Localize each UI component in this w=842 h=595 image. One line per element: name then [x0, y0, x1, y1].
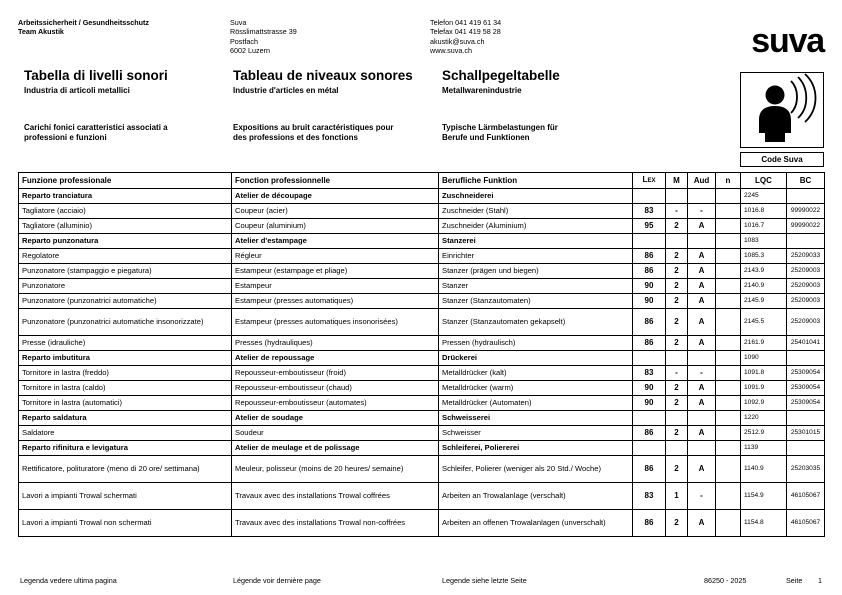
cell-n — [716, 510, 741, 537]
cell-n — [716, 189, 741, 204]
table-section-row — [19, 351, 825, 366]
cell-lex — [633, 189, 666, 204]
cell-bc: 25401041 — [787, 336, 825, 351]
cell-lqc: 1140.9 — [741, 456, 787, 483]
cell-fr: Atelier de repoussage — [232, 351, 439, 366]
cell-lqc: 2245 — [741, 189, 787, 204]
cell-it: Reparto saldatura — [19, 411, 232, 426]
cell-m: 2 — [666, 219, 688, 234]
cell-n — [716, 426, 741, 441]
header-berufliche-funktion: Berufliche Funktion — [439, 173, 633, 189]
cell-fr: Meuleur, polisseur (moins de 20 heures/ semaine) — [232, 456, 439, 483]
cell-n — [716, 204, 741, 219]
cell-fr: Repousseur-emboutisseur (automates) — [232, 396, 439, 411]
cell-aud: A — [688, 426, 716, 441]
cell-m: 2 — [666, 264, 688, 279]
table-row — [19, 309, 825, 336]
cell-bc: 25309054 — [787, 396, 825, 411]
street-address: Rösslimattstrasse 39 — [230, 27, 297, 37]
cell-m: 2 — [666, 396, 688, 411]
cell-de: Zuschneider (Aluminium) — [439, 219, 633, 234]
cell-m: 2 — [666, 279, 688, 294]
cell-fr: Presses (hydrauliques) — [232, 336, 439, 351]
table-row — [19, 426, 825, 441]
cell-lqc: 1154.8 — [741, 510, 787, 537]
cell-m: 1 — [666, 483, 688, 510]
cell-n — [716, 219, 741, 234]
footer-page-number: 1 — [818, 576, 822, 585]
cell-bc: 99990022 — [787, 219, 825, 234]
cell-aud: - — [688, 483, 716, 510]
cell-n — [716, 483, 741, 510]
cell-lqc: 2140.9 — [741, 279, 787, 294]
cell-m: 2 — [666, 249, 688, 264]
cell-lqc: 1091.9 — [741, 381, 787, 396]
cell-m — [666, 441, 688, 456]
cell-n — [716, 441, 741, 456]
cell-m: 2 — [666, 426, 688, 441]
cell-lqc: 1016.8 — [741, 204, 787, 219]
cell-fr: Atelier de découpage — [232, 189, 439, 204]
cell-fr: Travaux avec des installations Trowal coffrées — [232, 483, 439, 510]
cell-n — [716, 456, 741, 483]
cell-it: Reparto punzonatura — [19, 234, 232, 249]
cell-it: Reparto tranciatura — [19, 189, 232, 204]
table-row — [19, 264, 825, 279]
cell-lqc: 1016.7 — [741, 219, 787, 234]
cell-aud: A — [688, 336, 716, 351]
cell-aud — [688, 234, 716, 249]
header-aud: Aud — [688, 173, 716, 189]
cell-n — [716, 234, 741, 249]
cell-aud: A — [688, 510, 716, 537]
cell-m: 2 — [666, 510, 688, 537]
phone-number: Telefon 041 419 61 34 — [430, 18, 502, 27]
cell-fr: Repousseur-emboutisseur (chaud) — [232, 381, 439, 396]
description-german — [442, 123, 642, 143]
header-lex — [633, 173, 666, 189]
email-address: akustik@suva.ch — [430, 36, 485, 46]
address-block — [230, 18, 430, 56]
cell-n — [716, 264, 741, 279]
cell-aud — [688, 351, 716, 366]
cell-aud: A — [688, 219, 716, 234]
cell-n — [716, 336, 741, 351]
cell-bc — [787, 411, 825, 426]
cell-bc — [787, 441, 825, 456]
cell-lqc: 1139 — [741, 441, 787, 456]
department-block — [18, 18, 228, 37]
cell-m — [666, 189, 688, 204]
cell-it: Punzonatore (punzonatrici automatiche) — [19, 294, 232, 309]
header-lex-text: L — [642, 174, 648, 184]
cell-de: Schleiferei, Poliererei — [439, 441, 633, 456]
table-section-row — [19, 441, 825, 456]
footer-legend-french: Légende voir dernière page — [233, 576, 321, 585]
footer-legend-german: Legende siehe letzte Seite — [442, 576, 527, 585]
cell-lqc: 1083 — [741, 234, 787, 249]
title-italian-main: Tabella di livelli sonori — [24, 68, 168, 83]
cell-de: Zuschneider (Stahl) — [439, 204, 633, 219]
cell-lex — [633, 441, 666, 456]
cell-lex: 90 — [633, 381, 666, 396]
cell-aud: - — [688, 366, 716, 381]
cell-bc: 25309054 — [787, 381, 825, 396]
cell-lex: 86 — [633, 456, 666, 483]
cell-bc: 25209033 — [787, 249, 825, 264]
cell-aud: A — [688, 294, 716, 309]
cell-fr: Régleur — [232, 249, 439, 264]
cell-bc — [787, 189, 825, 204]
description-french-line2: des professions et des fonctions — [233, 132, 358, 142]
cell-it: Tornitore in lastra (caldo) — [19, 381, 232, 396]
cell-m — [666, 351, 688, 366]
cell-de: Zuschneiderei — [439, 189, 633, 204]
cell-de: Schleifer, Polierer (weniger als 20 Std./ Woche) — [439, 456, 633, 483]
cell-lex: 86 — [633, 264, 666, 279]
cell-m: 2 — [666, 456, 688, 483]
description-italian-line2: professioni e funzioni — [24, 132, 107, 142]
cell-it: Punzonatore — [19, 279, 232, 294]
team-name: Team Akustik — [18, 27, 64, 37]
table-header-row — [19, 173, 825, 189]
cell-de: Schweisser — [439, 426, 633, 441]
po-box: Postfach — [230, 36, 258, 46]
table-row — [19, 381, 825, 396]
cell-fr: Atelier d'estampage — [232, 234, 439, 249]
cell-m: 2 — [666, 309, 688, 336]
table-row — [19, 204, 825, 219]
cell-fr: Estampeur (presses automatiques) — [232, 294, 439, 309]
cell-de: Stanzer (Stanzautomaten) — [439, 294, 633, 309]
code-suva-label: Code Suva — [740, 152, 824, 167]
cell-de: Pressen (hydraulisch) — [439, 336, 633, 351]
cell-de: Metalldrücker (warm) — [439, 381, 633, 396]
table-section-row — [19, 411, 825, 426]
table-row — [19, 219, 825, 234]
cell-fr: Soudeur — [232, 426, 439, 441]
sound-level-table — [18, 172, 825, 537]
city-address: 6002 Luzern — [230, 46, 270, 56]
cell-it: Tagliatore (alluminio) — [19, 219, 232, 234]
header-lqc: LQC — [741, 173, 787, 189]
fax-number: Telefax 041 419 58 28 — [430, 27, 501, 37]
cell-m: - — [666, 204, 688, 219]
title-german — [442, 68, 642, 96]
cell-de: Drückerei — [439, 351, 633, 366]
header-lex-subscript: EX — [647, 177, 656, 184]
description-german-line2: Berufe und Funktionen — [442, 132, 530, 142]
cell-fr: Repousseur-emboutisseur (froid) — [232, 366, 439, 381]
description-italian — [24, 123, 232, 143]
cell-bc: 25209003 — [787, 279, 825, 294]
header-m: M — [666, 173, 688, 189]
table-section-row — [19, 234, 825, 249]
description-french-line1: Expositions au bruit caractéristiques pour — [233, 123, 394, 132]
cell-it: Reparto imbutitura — [19, 351, 232, 366]
description-german-line1: Typische Lärmbelastungen für — [442, 123, 558, 132]
cell-aud — [688, 441, 716, 456]
cell-fr: Atelier de soudage — [232, 411, 439, 426]
cell-fr: Coupeur (acier) — [232, 204, 439, 219]
cell-m: 2 — [666, 381, 688, 396]
cell-de: Metalldrücker (Automaten) — [439, 396, 633, 411]
company-name: Suva — [230, 18, 247, 27]
cell-de: Einrichter — [439, 249, 633, 264]
cell-fr: Coupeur (aluminium) — [232, 219, 439, 234]
cell-bc — [787, 351, 825, 366]
table-row — [19, 366, 825, 381]
cell-n — [716, 351, 741, 366]
cell-lex: 86 — [633, 510, 666, 537]
cell-aud: A — [688, 381, 716, 396]
cell-aud: A — [688, 396, 716, 411]
cell-bc: 25203035 — [787, 456, 825, 483]
cell-aud: A — [688, 309, 716, 336]
cell-aud — [688, 411, 716, 426]
website-url: www.suva.ch — [430, 46, 472, 56]
cell-it: Tornitore in lastra (automatici) — [19, 396, 232, 411]
table-row — [19, 396, 825, 411]
department-name: Arbeitssicherheit / Gesundheitsschutz — [18, 18, 150, 27]
noise-exposure-icon — [740, 72, 824, 148]
cell-it: Punzonatore (stampaggio e piegatura) — [19, 264, 232, 279]
cell-m — [666, 234, 688, 249]
cell-m: 2 — [666, 294, 688, 309]
cell-bc: 25209003 — [787, 309, 825, 336]
cell-lex: 95 — [633, 219, 666, 234]
cell-fr: Estampeur — [232, 279, 439, 294]
cell-aud: A — [688, 264, 716, 279]
cell-de: Schweisserei — [439, 411, 633, 426]
cell-de: Stanzer (Stanzautomaten gekapselt) — [439, 309, 633, 336]
cell-lqc: 1085.3 — [741, 249, 787, 264]
cell-aud: - — [688, 204, 716, 219]
cell-lqc: 2143.9 — [741, 264, 787, 279]
title-french-sub: Industrie d'articles en métal — [233, 86, 339, 95]
cell-lex — [633, 351, 666, 366]
title-italian-sub: Industria di articoli metallici — [24, 86, 130, 95]
cell-fr: Estampeur (estampage et pliage) — [232, 264, 439, 279]
cell-m — [666, 411, 688, 426]
footer-document-number: 86250 - 2025 — [704, 576, 747, 585]
cell-de: Arbeiten an offenen Trowalanlagen (unverschalt) — [439, 510, 633, 537]
table-section-row — [19, 189, 825, 204]
cell-lqc: 2512.9 — [741, 426, 787, 441]
cell-it: Punzonatore (punzonatrici automatiche insonorizzate) — [19, 309, 232, 336]
table-row — [19, 483, 825, 510]
cell-lex: 83 — [633, 483, 666, 510]
cell-lex: 83 — [633, 366, 666, 381]
cell-lex — [633, 411, 666, 426]
table-row — [19, 336, 825, 351]
cell-n — [716, 294, 741, 309]
cell-bc: 25209003 — [787, 264, 825, 279]
cell-m: 2 — [666, 336, 688, 351]
header-n: n — [716, 173, 741, 189]
cell-it: Presse (idrauliche) — [19, 336, 232, 351]
cell-aud: A — [688, 279, 716, 294]
cell-de: Arbeiten an Trowalanlage (verschalt) — [439, 483, 633, 510]
contact-block — [430, 18, 640, 56]
cell-lqc: 2145.5 — [741, 309, 787, 336]
footer-page-label: Seite — [786, 576, 803, 585]
cell-it: Lavori a impianti Trowal non schermati — [19, 510, 232, 537]
cell-it: Tagliatore (acciaio) — [19, 204, 232, 219]
header-funzione-professionale: Funzione professionale — [19, 173, 232, 189]
cell-lqc: 1154.9 — [741, 483, 787, 510]
cell-n — [716, 411, 741, 426]
cell-lex: 86 — [633, 336, 666, 351]
cell-bc: 46105067 — [787, 483, 825, 510]
cell-n — [716, 396, 741, 411]
cell-lex: 90 — [633, 294, 666, 309]
header-fonction-professionnelle: Fonction professionnelle — [232, 173, 439, 189]
cell-lqc: 1092.9 — [741, 396, 787, 411]
header-bc: BC — [787, 173, 825, 189]
page-footer — [18, 576, 824, 588]
cell-lqc: 2161.9 — [741, 336, 787, 351]
table-body — [19, 189, 825, 537]
table-row — [19, 510, 825, 537]
cell-bc: 25301015 — [787, 426, 825, 441]
footer-legend-italian: Legenda vedere ultima pagina — [20, 576, 117, 585]
cell-lex: 86 — [633, 309, 666, 336]
cell-lqc: 1091.8 — [741, 366, 787, 381]
cell-de: Stanzer (prägen und biegen) — [439, 264, 633, 279]
table-row — [19, 279, 825, 294]
cell-bc — [787, 234, 825, 249]
cell-it: Saldatore — [19, 426, 232, 441]
cell-aud: A — [688, 249, 716, 264]
title-italian — [24, 68, 229, 96]
cell-fr: Atelier de meulage et de polissage — [232, 441, 439, 456]
table-row — [19, 456, 825, 483]
cell-it: Reparto rifinitura e levigatura — [19, 441, 232, 456]
cell-lqc: 1090 — [741, 351, 787, 366]
cell-it: Lavori a impianti Trowal schermati — [19, 483, 232, 510]
cell-lex: 90 — [633, 396, 666, 411]
cell-lex: 86 — [633, 426, 666, 441]
cell-de: Metalldrücker (kalt) — [439, 366, 633, 381]
description-italian-line1: Carichi fonici caratteristici associati a — [24, 123, 168, 132]
table-row — [19, 249, 825, 264]
cell-bc: 25209003 — [787, 294, 825, 309]
cell-lqc: 1220 — [741, 411, 787, 426]
cell-n — [716, 366, 741, 381]
table-row — [19, 294, 825, 309]
title-french-main: Tableau de niveaux sonores — [233, 68, 413, 83]
cell-lex: 90 — [633, 279, 666, 294]
cell-aud — [688, 189, 716, 204]
cell-it: Tornitore in lastra (freddo) — [19, 366, 232, 381]
cell-aud: A — [688, 456, 716, 483]
cell-bc: 25309054 — [787, 366, 825, 381]
title-french — [233, 68, 438, 96]
cell-it: Regolatore — [19, 249, 232, 264]
suva-logo: suva — [751, 22, 824, 60]
cell-lqc: 2145.9 — [741, 294, 787, 309]
title-german-main: Schallpegeltabelle — [442, 68, 560, 83]
cell-n — [716, 309, 741, 336]
cell-de: Stanzerei — [439, 234, 633, 249]
cell-n — [716, 249, 741, 264]
cell-m: - — [666, 366, 688, 381]
cell-n — [716, 381, 741, 396]
letterhead — [18, 18, 824, 66]
cell-lex: 86 — [633, 249, 666, 264]
title-block — [18, 68, 824, 168]
cell-lex — [633, 234, 666, 249]
cell-de: Stanzer — [439, 279, 633, 294]
title-german-sub: Metallwarenindustrie — [442, 86, 522, 95]
description-french — [233, 123, 441, 143]
cell-bc: 46105067 — [787, 510, 825, 537]
cell-lex: 83 — [633, 204, 666, 219]
cell-fr: Estampeur (presses automatiques insonorisées) — [232, 309, 439, 336]
cell-fr: Travaux avec des installations Trowal non-coffrées — [232, 510, 439, 537]
cell-n — [716, 279, 741, 294]
cell-bc: 99990022 — [787, 204, 825, 219]
cell-it: Rettificatore, polituratore (meno di 20 ore/ settimana) — [19, 456, 232, 483]
